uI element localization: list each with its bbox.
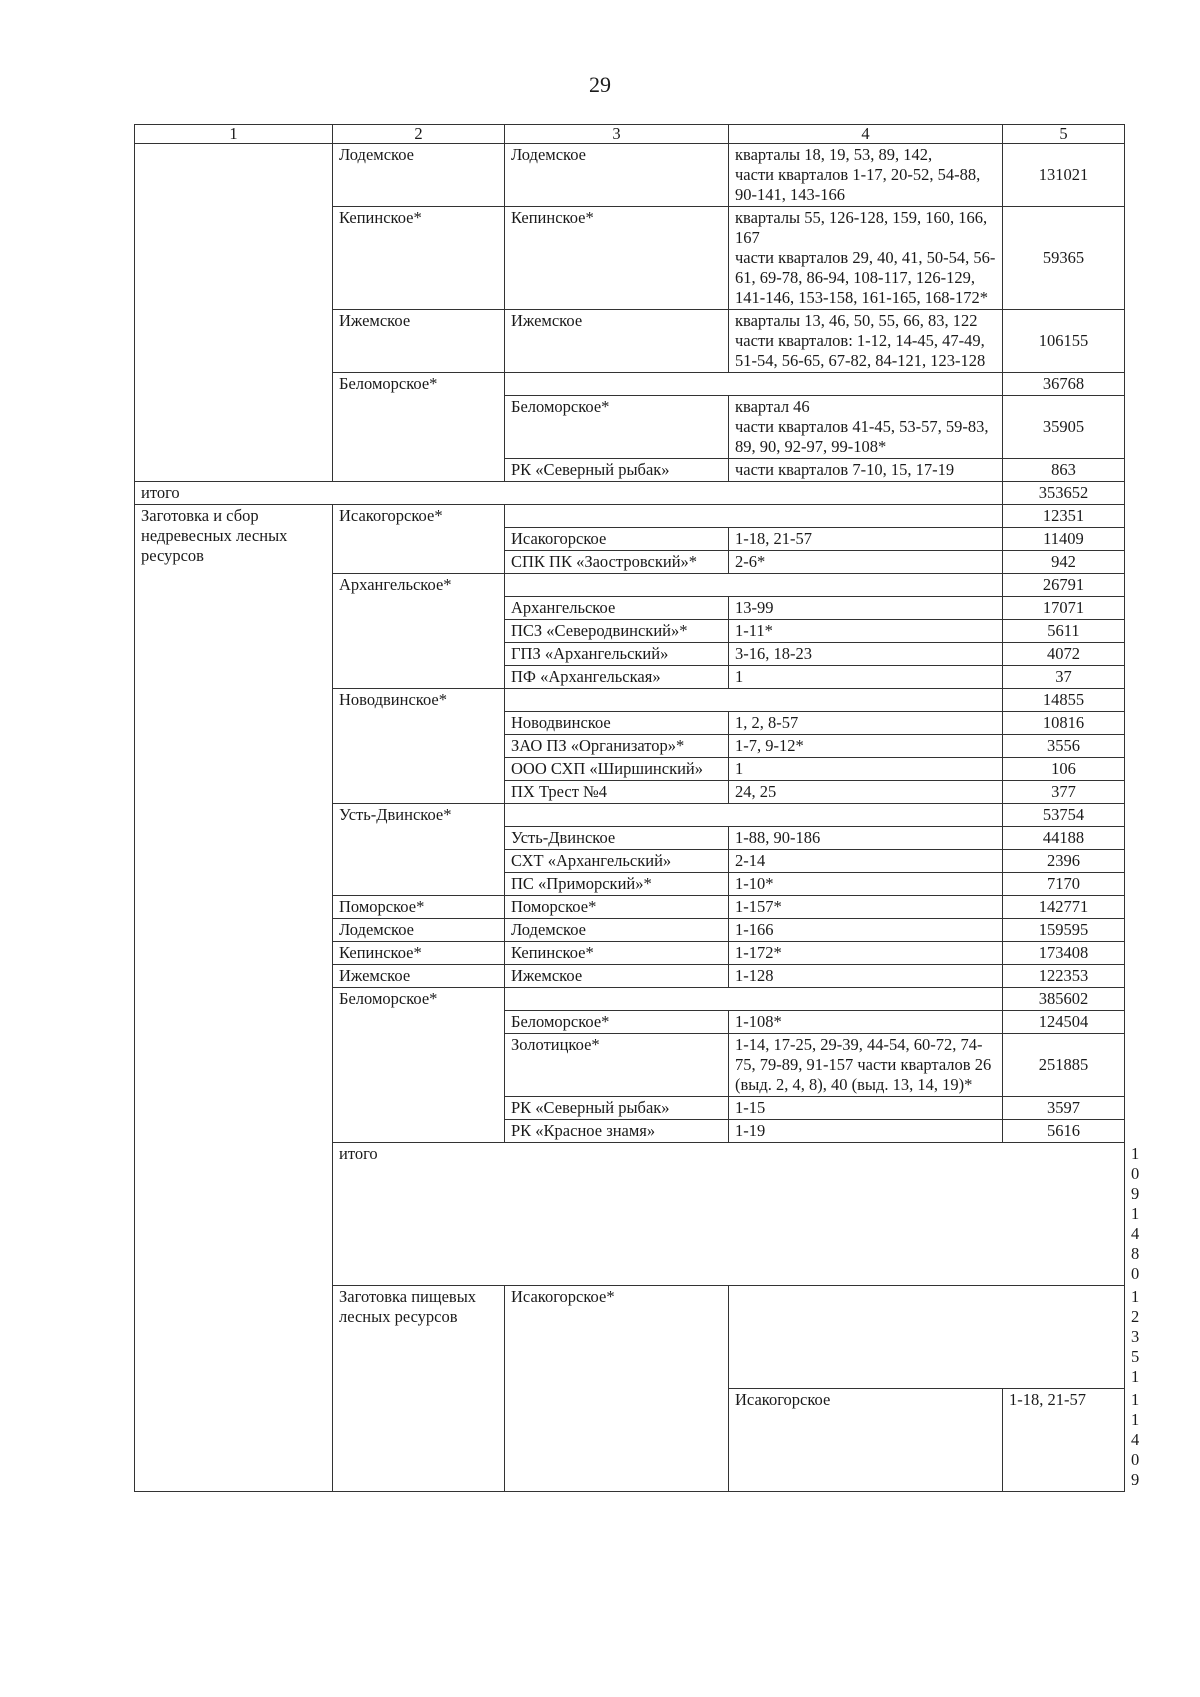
quarters-cell: кварталы 13, 46, 50, 55, 66, 83, 122 части кварталов: 1-12, 14-45, 47-49, 51-54, 56-65, 67-82, 84-121, 123-128: [729, 310, 1003, 373]
forestry-cell: Архангельское*: [333, 574, 505, 689]
quarters-cell: 1-11*: [729, 620, 1003, 643]
district-cell: ГПЗ «Архангельский»: [505, 643, 729, 666]
district-cell: ПХ Трест №4: [505, 781, 729, 804]
district-cell: Исакогорское: [505, 528, 729, 551]
forestry-cell: Усть-Двинское*: [333, 804, 505, 896]
district-cell: Ижемское: [505, 965, 729, 988]
quarters-cell: 1-88, 90-186: [729, 827, 1003, 850]
quarters-cell: 2-6*: [729, 551, 1003, 574]
total-label: итого: [135, 482, 1003, 505]
area-cell: 35905: [1003, 396, 1125, 459]
area-cell: 3556: [1003, 735, 1125, 758]
area-cell: 159595: [1003, 919, 1125, 942]
area-cell: 385602: [1003, 988, 1125, 1011]
area-cell: 942: [1003, 551, 1125, 574]
area-cell: 4072: [1003, 643, 1125, 666]
column-header: 4: [729, 125, 1003, 144]
area-cell: 377: [1003, 781, 1125, 804]
empty-cell: [729, 1286, 1125, 1389]
quarters-cell: 1-166: [729, 919, 1003, 942]
forest-resources-table: [134, 124, 1140, 1492]
area-cell: 5611: [1003, 620, 1125, 643]
area-cell: 17071: [1003, 597, 1125, 620]
quarters-cell: 1-19: [729, 1120, 1003, 1143]
district-cell: Лодемское: [505, 919, 729, 942]
quarters-cell: 1: [729, 758, 1003, 781]
district-cell: ЗАО ПЗ «Организатор»*: [505, 735, 729, 758]
total-label: итого: [333, 1143, 1125, 1286]
quarters-cell: 1-128: [729, 965, 1003, 988]
district-cell: СХТ «Архангельский»: [505, 850, 729, 873]
forestry-cell: Исакогорское*: [333, 505, 505, 574]
area-cell: 36768: [1003, 373, 1125, 396]
table-header-row: [135, 125, 1125, 144]
area-cell: 122353: [1003, 965, 1125, 988]
quarters-cell: 3-16, 18-23: [729, 643, 1003, 666]
quarters-cell: кварталы 55, 126-128, 159, 160, 166, 167 части кварталов 29, 40, 41, 50-54, 56-61, 69-78, 86-94, 108-117, 126-129, 141-146, 153-158, 161-165, 168-172*: [729, 207, 1003, 310]
area-cell: 53754: [1003, 804, 1125, 827]
forestry-cell: Беломорское*: [333, 373, 505, 482]
area-cell: 10816: [1003, 712, 1125, 735]
quarters-cell: 2-14: [729, 850, 1003, 873]
area-cell: 106: [1003, 758, 1125, 781]
district-cell: РК «Северный рыбак»: [505, 1097, 729, 1120]
total-row: [135, 482, 1125, 505]
area-cell: 142771: [1003, 896, 1125, 919]
area-cell: 173408: [1003, 942, 1125, 965]
quarters-cell: 1-15: [729, 1097, 1003, 1120]
district-cell: РК «Северный рыбак»: [505, 459, 729, 482]
forestry-cell: Кепинское*: [333, 207, 505, 310]
table-row: Заготовка пищевых лесных ресурсов Исакогорское* 12351: [135, 1286, 1125, 1389]
empty-cell: [505, 574, 1003, 597]
area-cell: 3597: [1003, 1097, 1125, 1120]
quarters-cell: 1, 2, 8-57: [729, 712, 1003, 735]
empty-cell: [505, 505, 1003, 528]
district-cell: Беломорское*: [505, 1011, 729, 1034]
quarters-cell: 24, 25: [729, 781, 1003, 804]
empty-cell: [505, 689, 1003, 712]
activity-cell: [135, 144, 333, 482]
table-row: [135, 144, 1125, 207]
area-cell: 12351: [1003, 505, 1125, 528]
area-cell: 106155: [1003, 310, 1125, 373]
forestry-cell: Кепинское*: [333, 942, 505, 965]
area-cell: 11409: [1003, 528, 1125, 551]
district-cell: Ижемское: [505, 310, 729, 373]
quarters-cell: 13-99: [729, 597, 1003, 620]
forestry-cell: Беломорское*: [333, 988, 505, 1143]
total-value: 353652: [1003, 482, 1125, 505]
area-cell: 863: [1003, 459, 1125, 482]
quarters-cell: 1-18, 21-57: [1003, 1389, 1125, 1492]
total-row: итого 1091480: [135, 1143, 1125, 1286]
district-cell: ПС «Приморский»*: [505, 873, 729, 896]
empty-cell: [505, 804, 1003, 827]
district-cell: Усть-Двинское: [505, 827, 729, 850]
column-header: 3: [505, 125, 729, 144]
area-cell: 2396: [1003, 850, 1125, 873]
empty-cell: [505, 373, 1003, 396]
area-cell: 26791: [1003, 574, 1125, 597]
area-cell: 37: [1003, 666, 1125, 689]
quarters-cell: 1-108*: [729, 1011, 1003, 1034]
district-cell: Поморское*: [505, 896, 729, 919]
area-cell: 5616: [1003, 1120, 1125, 1143]
district-cell: Новодвинское: [505, 712, 729, 735]
district-cell: СПК ПК «Заостровский»*: [505, 551, 729, 574]
column-header: 1: [135, 125, 333, 144]
district-cell: Золотицкое*: [505, 1034, 729, 1097]
forestry-cell: Лодемское: [333, 919, 505, 942]
district-cell: ПФ «Архангельская»: [505, 666, 729, 689]
district-cell: Архангельское: [505, 597, 729, 620]
area-cell: 44188: [1003, 827, 1125, 850]
district-cell: Беломорское*: [505, 396, 729, 459]
forestry-cell: Ижемское: [333, 965, 505, 988]
area-cell: 59365: [1003, 207, 1125, 310]
quarters-cell: 1-172*: [729, 942, 1003, 965]
district-cell: Лодемское: [505, 144, 729, 207]
quarters-cell: 1-18, 21-57: [729, 528, 1003, 551]
empty-cell: [505, 988, 1003, 1011]
district-cell: ПСЗ «Северодвинский»*: [505, 620, 729, 643]
quarters-cell: части кварталов 7-10, 15, 17-19: [729, 459, 1003, 482]
page-number: 29: [589, 72, 611, 97]
district-cell: РК «Красное знамя»: [505, 1120, 729, 1143]
area-cell: 124504: [1003, 1011, 1125, 1034]
district-cell: ООО СХП «Ширшинский»: [505, 758, 729, 781]
area-cell: 14855: [1003, 689, 1125, 712]
forestry-cell: Исакогорское*: [505, 1286, 729, 1492]
forestry-cell: Новодвинское*: [333, 689, 505, 804]
column-header: 2: [333, 125, 505, 144]
district-cell: Кепинское*: [505, 942, 729, 965]
quarters-cell: 1-157*: [729, 896, 1003, 919]
forestry-cell: Поморское*: [333, 896, 505, 919]
column-header: 5: [1003, 125, 1125, 144]
forestry-cell: Ижемское: [333, 310, 505, 373]
quarters-cell: 1-7, 9-12*: [729, 735, 1003, 758]
area-cell: 251885: [1003, 1034, 1125, 1097]
district-cell: Кепинское*: [505, 207, 729, 310]
activity-cell: Заготовка пищевых лесных ресурсов: [333, 1286, 505, 1492]
quarters-cell: кварталы 18, 19, 53, 89, 142, части кварталов 1-17, 20-52, 54-88, 90-141, 143-166: [729, 144, 1003, 207]
table-row: Исакогорское 1-18, 21-57 11409: [135, 1389, 1125, 1492]
area-cell: 131021: [1003, 144, 1125, 207]
quarters-cell: 1-10*: [729, 873, 1003, 896]
quarters-cell: квартал 46 части кварталов 41-45, 53-57, 59-83, 89, 90, 92-97, 99-108*: [729, 396, 1003, 459]
table-row: [135, 505, 1125, 528]
district-cell: Исакогорское: [729, 1389, 1003, 1492]
area-cell: 7170: [1003, 873, 1125, 896]
forestry-cell: Лодемское: [333, 144, 505, 207]
activity-cell: Заготовка и сбор недревесных лесных ресурсов: [135, 505, 333, 1492]
quarters-cell: 1-14, 17-25, 29-39, 44-54, 60-72, 74-75, 79-89, 91-157 части кварталов 26 (выд. 2, 4, 8), 40 (выд. 13, 14, 19)*: [729, 1034, 1003, 1097]
quarters-cell: 1: [729, 666, 1003, 689]
